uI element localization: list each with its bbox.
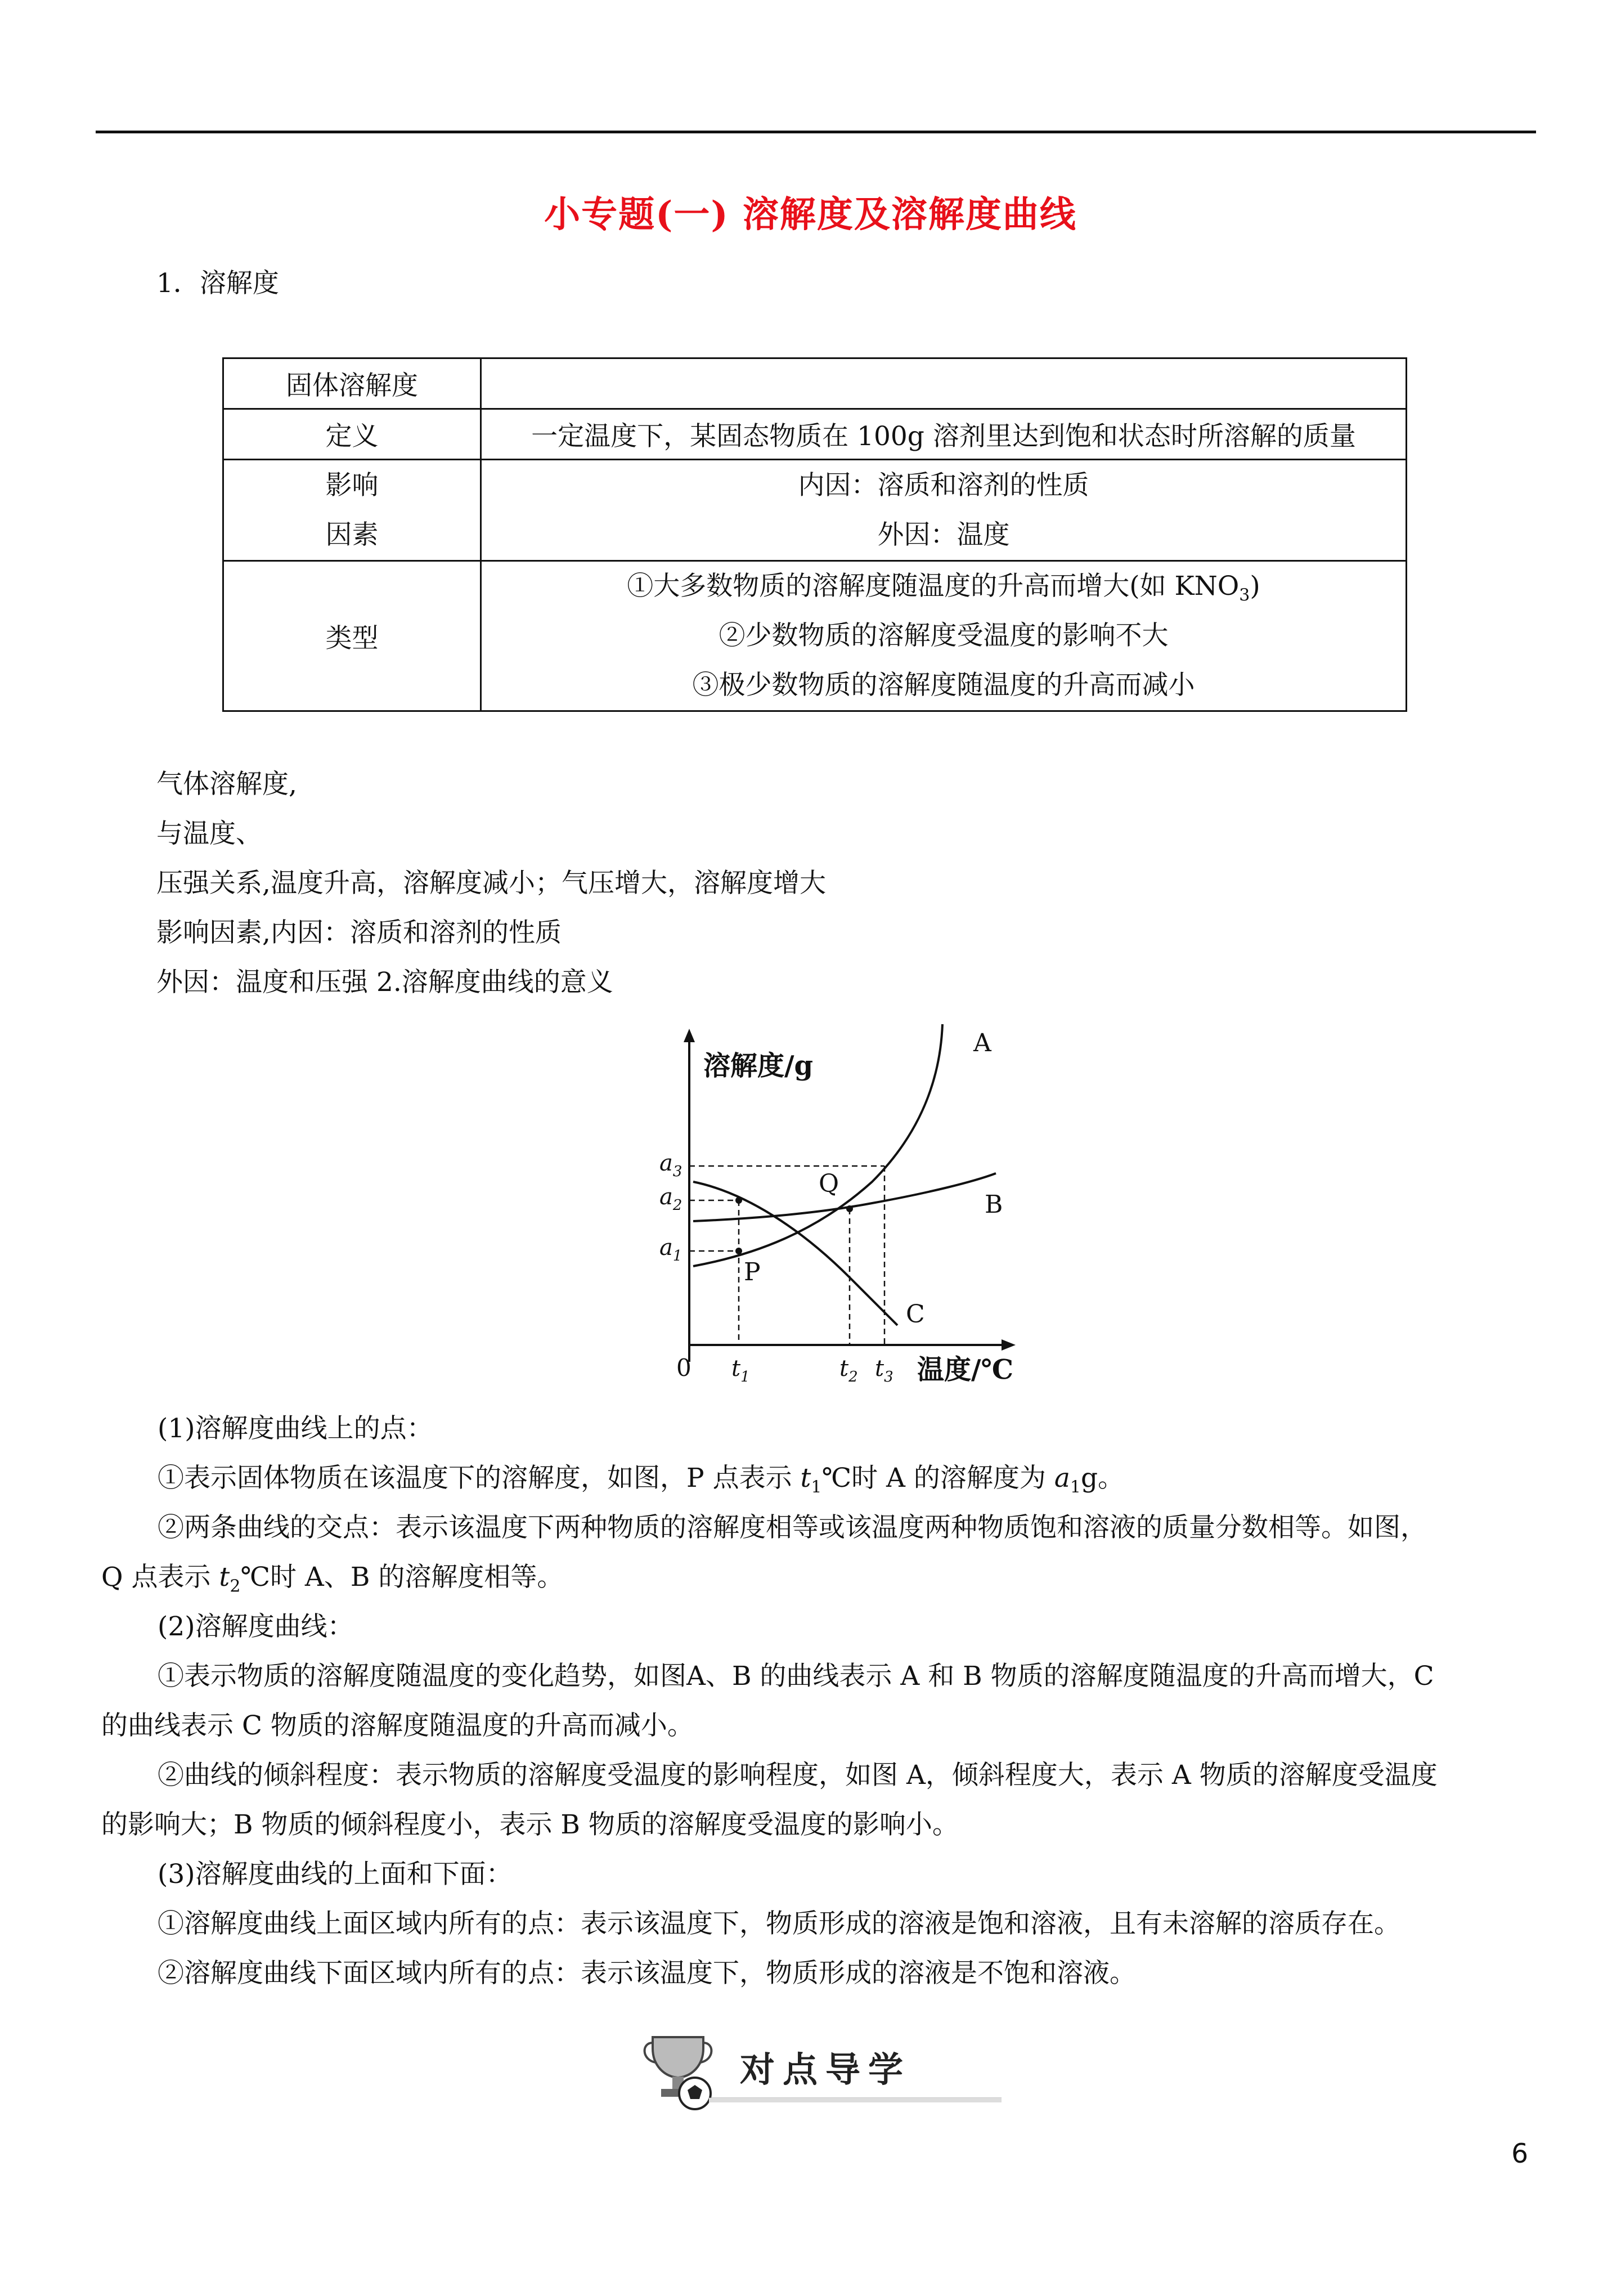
- guide-lines: [689, 1166, 884, 1345]
- y-axis-arrow-icon: [684, 1029, 695, 1042]
- factors-label-line2: 因素: [325, 519, 379, 550]
- point-q: [846, 1205, 853, 1212]
- para-3: ②两条曲线的交点：表示该温度下两种物质的溶解度相等或该温度两种物质饱和溶液的质量分数相等。如图，: [158, 1512, 1427, 1543]
- x-tick-t2: $t_2$: [839, 1356, 858, 1385]
- type-item-1: ①大多数物质的溶解度随温度的升高而增大(如 $KNO_3$): [627, 571, 1260, 606]
- y-tick-a3: $a_3$: [659, 1150, 682, 1180]
- type-content: [481, 561, 1407, 711]
- point-p-label: P: [744, 1258, 761, 1286]
- solubility-curve-figure: [636, 1019, 1052, 1401]
- para-8: ①溶解度曲线上面区域内所有的点：表示该温度下，物质形成的溶液是饱和溶液，且有未溶解的溶质存在。: [158, 1908, 1400, 1939]
- page-number: 6: [1511, 2138, 1528, 2169]
- point-q-label: Q: [819, 1169, 839, 1198]
- definition-label: 定义: [223, 409, 481, 460]
- curve-b-label: B: [985, 1190, 1003, 1219]
- definition-text: 一定温度下，某固态物质在 100g 溶剂里达到饱和状态时所溶解的质量: [481, 409, 1407, 460]
- banner-title: 对点导学: [740, 2049, 911, 2090]
- para-4: (2)溶解度曲线：: [158, 1611, 354, 1642]
- table-header-right: [481, 358, 1407, 409]
- origin-label: 0: [676, 1354, 691, 1382]
- curve-a-label: A: [973, 1029, 991, 1057]
- para-7: (3)溶解度曲线的上面和下面：: [158, 1859, 513, 1890]
- gas-line-4: 影响因素,内因：溶质和溶剂的性质: [156, 917, 562, 948]
- x-tick-t1: $t_1$: [731, 1356, 750, 1385]
- x-axis-label: 温度/℃: [917, 1354, 1014, 1385]
- point-p: [735, 1248, 742, 1254]
- factor-external: 外因：温度: [877, 519, 1010, 550]
- section-heading: 1．溶解度: [156, 268, 279, 299]
- solubility-table: [222, 357, 1407, 712]
- type-label: 类型: [223, 561, 481, 711]
- factors-label: [223, 460, 481, 561]
- factor-internal: 内因：溶质和溶剂的性质: [798, 469, 1089, 501]
- y-tick-a1: $a_1$: [659, 1235, 682, 1264]
- factors-label-line1: 影响: [325, 469, 379, 501]
- type-item-3: ③极少数物质的溶解度随温度的升高而减小: [692, 670, 1195, 701]
- para-1: (1)溶解度曲线上的点：: [158, 1413, 433, 1444]
- gas-line-1: 气体溶解度,: [156, 769, 297, 800]
- para-3b: Q 点表示 $t_2℃$时 A、B 的溶解度相等。: [101, 1562, 564, 1597]
- para-9: ②溶解度曲线下面区域内所有的点：表示该温度下，物质形成的溶液是不饱和溶液。: [158, 1958, 1136, 1989]
- para-6b: 的影响大；B 物质的倾斜程度小，表示 B 物质的溶解度受温度的影响小。: [101, 1809, 959, 1840]
- para-6: ②曲线的倾斜程度：表示物质的溶解度受温度的影响程度，如图 A，倾斜程度大，表示 A 物质的溶解度受温度: [158, 1760, 1438, 1791]
- header-rule: [96, 131, 1536, 133]
- x-tick-t3: $t_3$: [875, 1356, 893, 1385]
- y-tick-a2: $a_2$: [659, 1184, 682, 1214]
- para-5b: 的曲线表示 C 物质的溶解度随温度的升高而减小。: [101, 1710, 694, 1741]
- table-header-left: 固体溶解度: [223, 358, 481, 409]
- factors-content: [481, 460, 1407, 561]
- gas-line-2: 与温度、: [156, 818, 262, 849]
- type-item-2: ②少数物质的溶解度受温度的影响不大: [719, 620, 1169, 651]
- page-title: 小专题(一) 溶解度及溶解度曲线: [544, 194, 1077, 236]
- section-banner: [641, 2020, 1007, 2116]
- para-2: ①表示固体物质在该温度下的溶解度，如图，P 点表示 $t_1℃$时 A 的溶解度为 $a_1g$。: [158, 1463, 1125, 1497]
- gas-line-3: 压强关系,温度升高，溶解度减小；气压增大，溶解度增大: [156, 868, 826, 899]
- y-axis-label: 溶解度/g: [703, 1050, 814, 1082]
- curve-c-label: C: [906, 1300, 925, 1329]
- para-5: ①表示物质的溶解度随温度的变化趋势，如图A、B 的曲线表示 A 和 B 物质的溶解度随温度的升高而增大，C: [158, 1661, 1434, 1692]
- point-on-c: [735, 1197, 742, 1204]
- x-axis-arrow-icon: [1002, 1339, 1016, 1351]
- gas-line-5: 外因：温度和压强 2.溶解度曲线的意义: [156, 967, 613, 998]
